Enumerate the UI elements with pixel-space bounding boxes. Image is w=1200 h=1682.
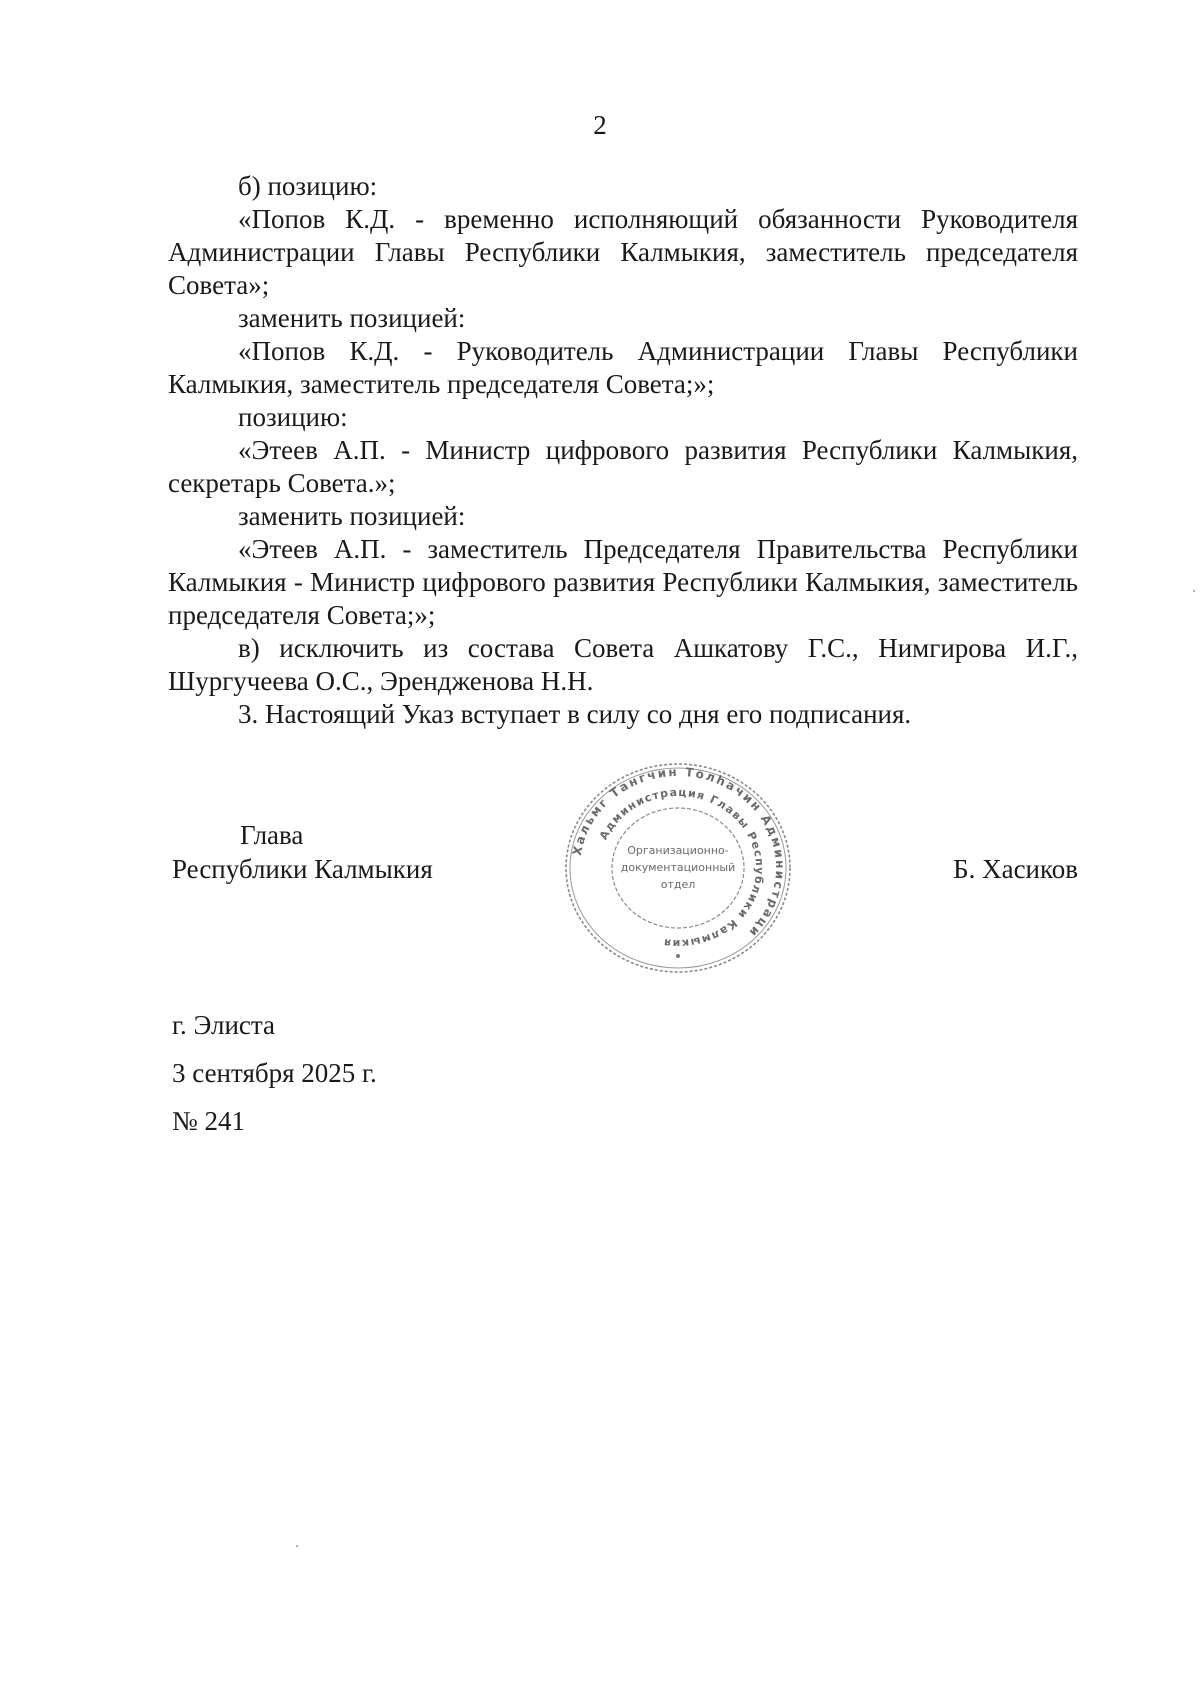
paragraph: б) позицию: (238, 171, 378, 201)
signature-block (0, 764, 1200, 990)
issue-date: 3 сентября 2025 г. (172, 1058, 377, 1088)
paragraph: позицию: (238, 402, 348, 432)
signatory-title-line1: Глава (240, 820, 304, 850)
stamp-center-line3: отдел (660, 878, 696, 891)
stamp-outer-text: Хальмг Тангчин Толһачин Администраци (569, 764, 788, 941)
scan-speck (296, 1545, 298, 1547)
stamp-center-line2: документационный (620, 861, 736, 874)
paragraph: «Попов К.Д. - временно исполняющий обязанности Руководителя Администрации Главы Республики Калмыкия, заместитель председателя Совета»; (168, 204, 1078, 300)
paragraph: «Этеев А.П. - заместитель Председателя Правительства Республики Калмыкия - Министр цифрового развития Республики Калмыкия, заместитель председателя Совета;»; (168, 534, 1078, 630)
paragraph: в) исключить из состава Совета Ашкатову Г.С., Нимгирова И.Г., Шургучеева О.С., Эрендженова Н.Н. (168, 633, 1078, 696)
stamp-center-line1: Организационно- (627, 844, 729, 857)
paragraph: заменить позицией: (238, 501, 466, 531)
stamp-inner-ring-text: Администрация Главы Республики Калмыкия (596, 785, 767, 951)
paragraph: 3. Настоящий Указ вступает в силу со дня его подписания. (238, 699, 912, 729)
paragraph: «Этеев А.П. - Министр цифрового развития Республики Калмыкия, секретарь Совета.»; (168, 435, 1078, 498)
page-number: 2 (593, 110, 607, 140)
signatory-name: Б. Хасиков (953, 854, 1078, 884)
paragraph: заменить позицией: (238, 303, 466, 333)
paragraph: «Попов К.Д. - Руководитель Администрации Главы Республики Калмыкия, заместитель председателя Совета;»; (168, 336, 1078, 399)
issue-city: г. Элиста (172, 1010, 276, 1040)
decree-number: № 241 (172, 1106, 246, 1136)
official-seal-stamp (558, 758, 798, 978)
scan-speck (1193, 590, 1195, 592)
signatory-title-line2: Республики Калмыкия (172, 854, 433, 884)
decree-footer (172, 1010, 377, 1154)
decree-body (168, 170, 1078, 731)
